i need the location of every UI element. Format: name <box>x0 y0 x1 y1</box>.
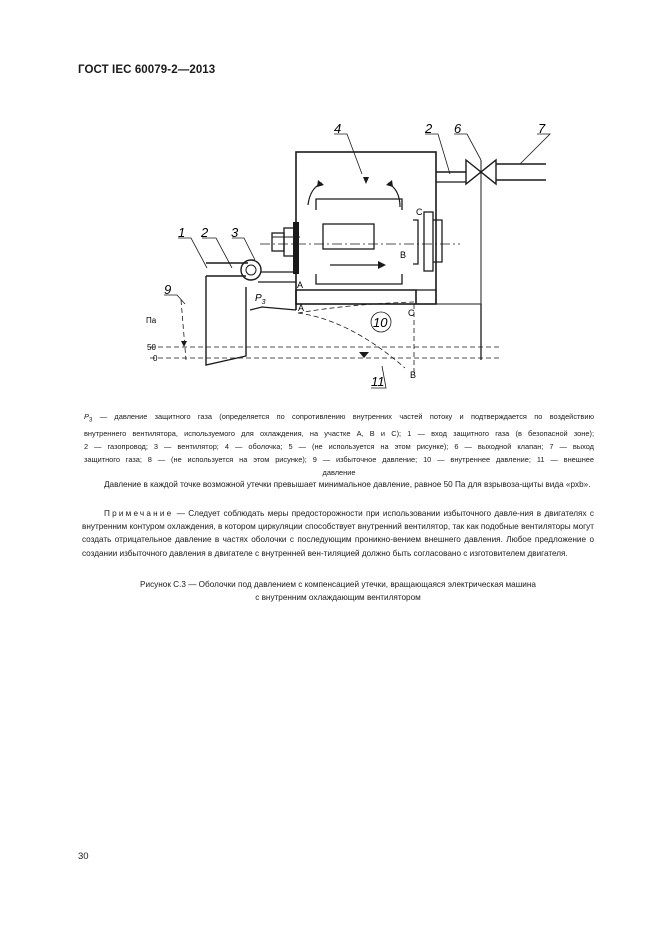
callout-3: 3 <box>231 225 239 240</box>
caption-line-1: Рисунок С.3 — Оболочки под давлением с компенсацией утечки, вращающаяся электрическая машина <box>140 580 536 589</box>
callout-2-inlet: 2 <box>201 225 209 240</box>
legend-line-4: защитного газа; 8 — (не используется на этом рисунке); 9 — избыточное давление; 10 — внутреннее давление; 11 — внешнее <box>84 455 594 465</box>
note-label: Примечание <box>104 509 174 518</box>
pressure-symbol: $P_3$ <box>255 293 266 306</box>
point-c-lower: C <box>408 308 415 318</box>
callout-9: 9 <box>164 282 172 297</box>
fan-symbol <box>241 260 261 280</box>
point-b-lower: B <box>410 370 417 380</box>
callout-4: 4 <box>334 121 342 136</box>
axis-unit: Па <box>146 316 157 325</box>
callout-11: 11 <box>371 374 385 389</box>
callout-1: 1 <box>178 225 186 240</box>
figure-legend <box>84 410 594 479</box>
figure-diagram <box>0 0 661 410</box>
callout-7: 7 <box>538 121 546 136</box>
legend-line-3: 2 — газопровод; 3 — вентилятор; 4 — оболочка; 5 — (не используется на этом рисунке); 6 — выходной клапан; 7 — выход <box>84 441 594 451</box>
axis-value-0: 0 <box>153 354 158 363</box>
point-c-upper: C <box>416 207 423 217</box>
motor-rotor <box>323 224 374 249</box>
callout-2-outlet: 2 <box>425 121 433 136</box>
legend-line-2: внутреннего вентилятора, используемого для охлаждения, на участке А, В и С); 1 — вход защитного газа (в безопасной зоне); <box>84 428 594 438</box>
figure-caption <box>82 579 594 604</box>
legend-line-1: $P_3$ — давление защитного газа (определяется по сопротивлению внутренних частей потоку и подтверждается по воздействию <box>84 412 594 424</box>
point-a-upper: A <box>297 280 304 290</box>
page-number: 30 <box>78 851 89 862</box>
note-text: — Следует соблюдать меры предосторожности при использовании избыточного давле-ния в двигателях с внутренним контуром охлаждения, в котором циркуляции способствует внутренний вентилятор, так как подобные вентиляторы могут создать отрицательное давление в частях оболочки с последующим проникно-вением внешнего давления. Любое предложение о создании избыточного давления в двигателе с внутренней вен-тиляцией должно быть согласовано с изготовителем двигателя. <box>82 509 594 558</box>
enclosure-outline <box>296 152 436 304</box>
legend-line-5: давление <box>322 468 356 478</box>
axis-value-50: 50 <box>147 343 156 352</box>
body-paragraph: Давление в каждой точке возможной утечки превышает минимальное давление, равное 50 Па для взрывоза-щиты вида «pxb». <box>104 480 591 489</box>
caption-line-2: с внутренним охлаждающим вентилятором <box>255 592 421 602</box>
document-header: ГОСТ IEC 60079-2—2013 <box>78 64 216 76</box>
note-paragraph <box>82 507 594 560</box>
point-b-upper: B <box>400 250 407 260</box>
callout-6: 6 <box>454 121 462 136</box>
point-a-lower: A <box>298 303 305 313</box>
callout-10: 10 <box>373 315 388 330</box>
